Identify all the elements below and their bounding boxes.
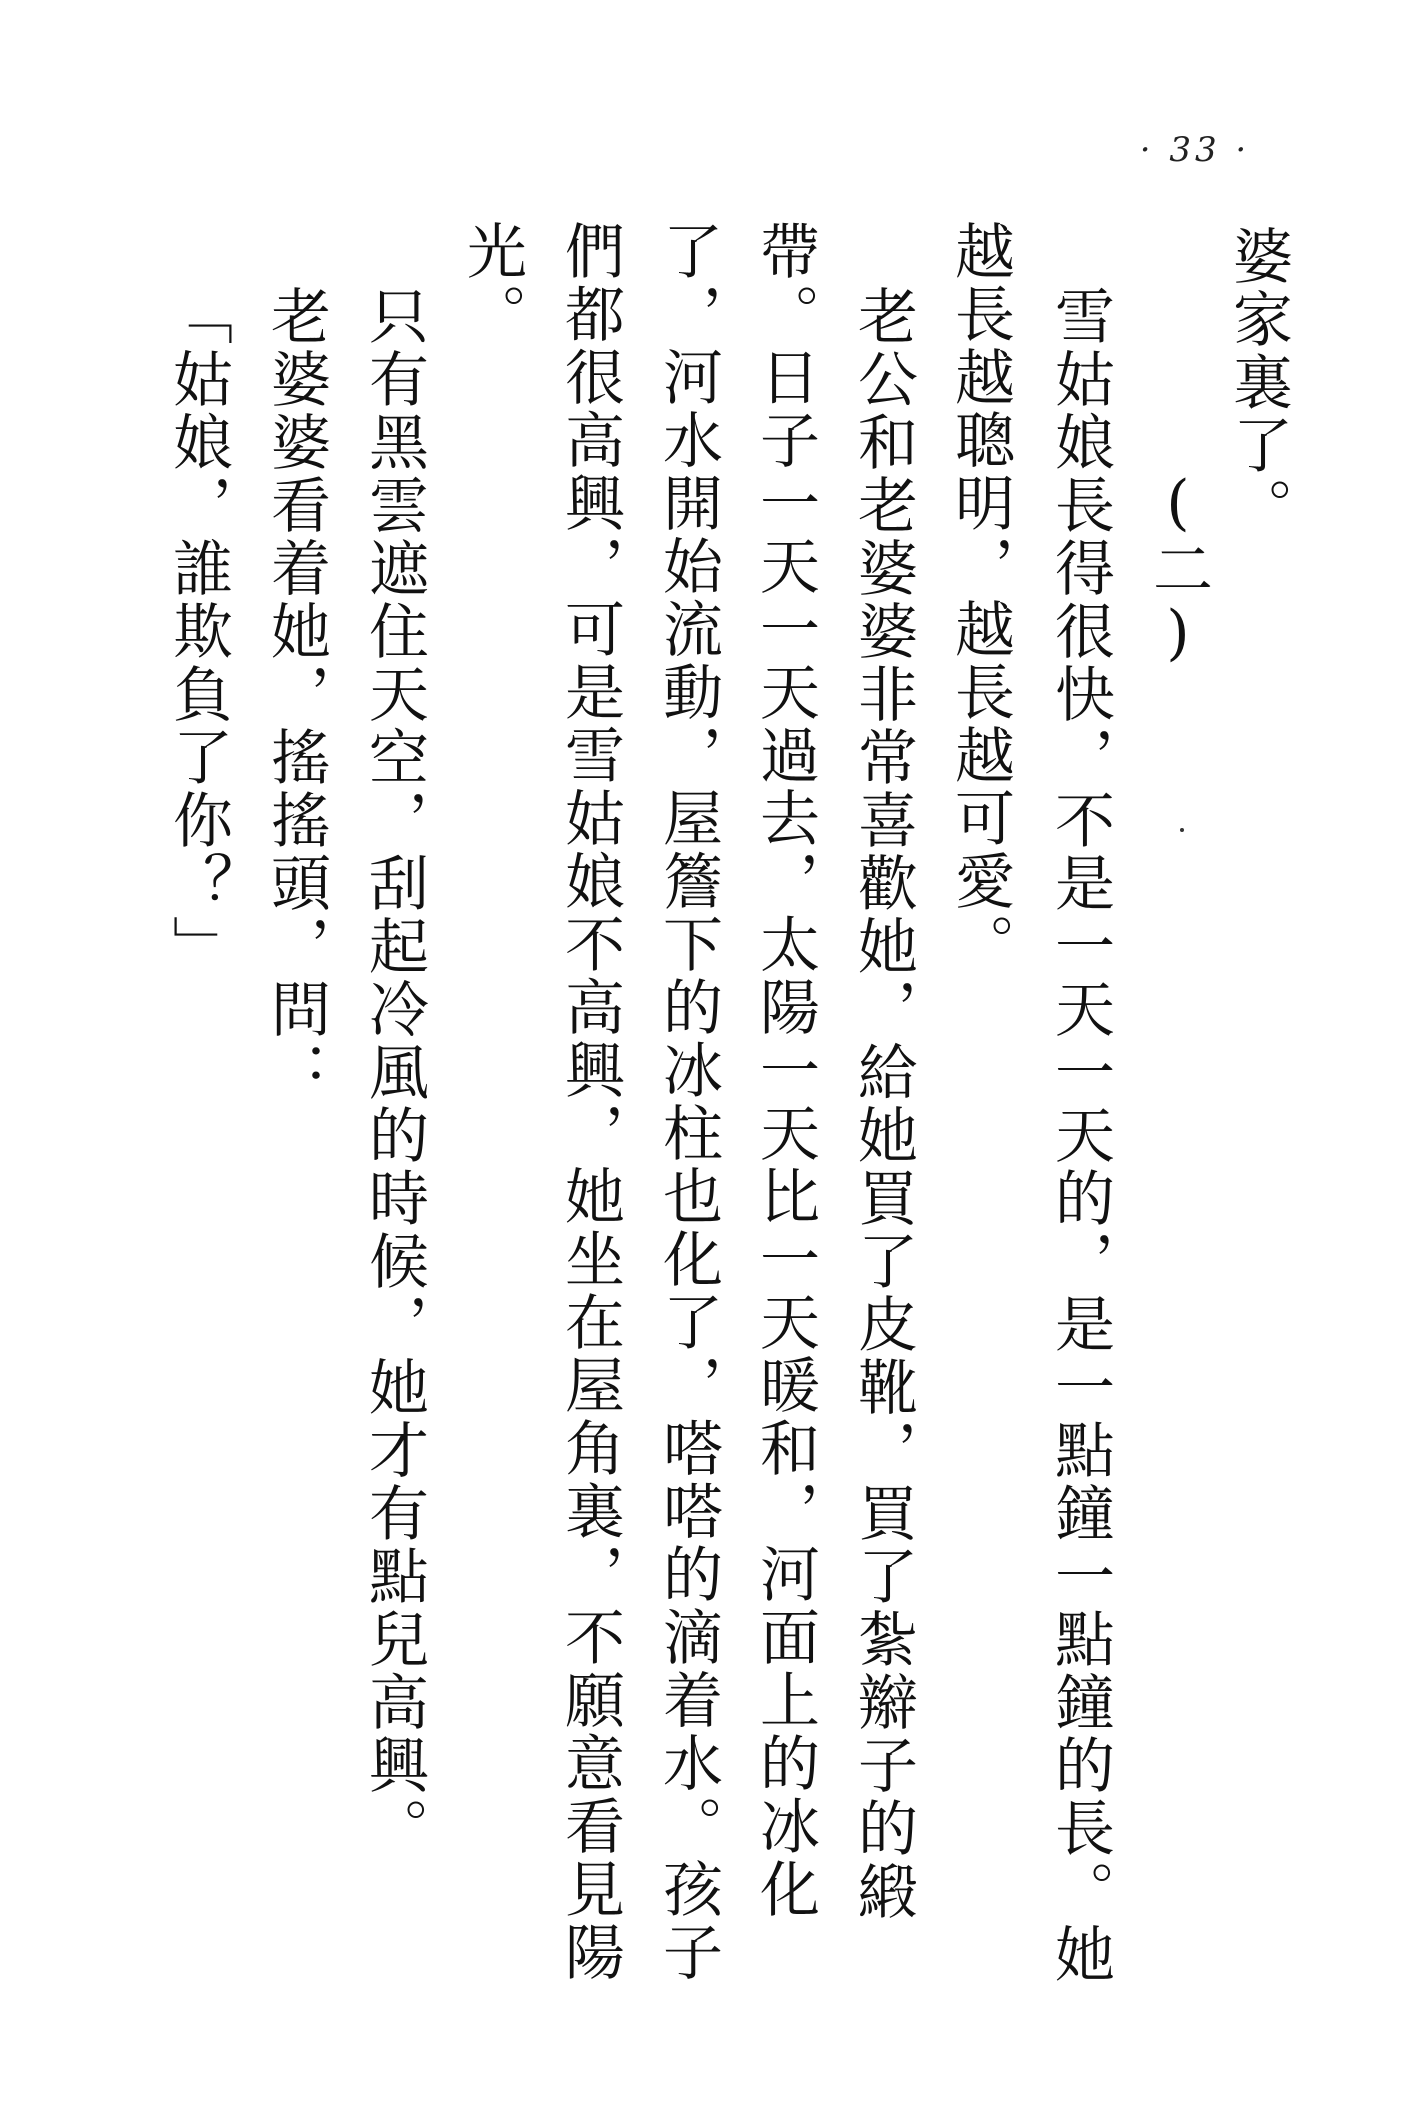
section-heading: (二)	[1143, 468, 1213, 668]
text-column-11: 「姑娘，誰欺負了你？」	[163, 285, 233, 978]
text-column-3: 越長越聰明，越長越可愛。	[945, 220, 1015, 976]
text-column-2: 雪姑娘長得很快，不是一天一天的，是一點鐘一點鐘的長。她	[1045, 285, 1115, 1986]
text-column-9: 只有黑雲遮住天空，刮起冷風的時候，她才有點兒高興。	[359, 285, 429, 1860]
text-column-4: 老公和老婆婆非常喜歡她，給她買了皮靴，買了紮辮子的緞	[848, 285, 918, 1923]
text-column-1: 婆家裏了。	[1223, 225, 1293, 540]
text-column-5: 帶。日子一天一天過去，太陽一天比一天暖和，河面上的冰化	[750, 220, 820, 1921]
text-column-8: 光。	[457, 220, 527, 346]
text-column-6: 了，河水開始流動，屋簷下的冰柱也化了，嗒嗒的滴着水。孩子	[653, 220, 723, 1984]
text-column-7: 們都很高興，可是雪姑娘不高興，她坐在屋角裏，不願意看見陽	[555, 220, 625, 1984]
page-number: · 33 ·	[1139, 130, 1251, 170]
text-column-10: 老婆婆看着她，搖搖頭，問：	[261, 285, 331, 1104]
print-speck	[1180, 828, 1184, 832]
